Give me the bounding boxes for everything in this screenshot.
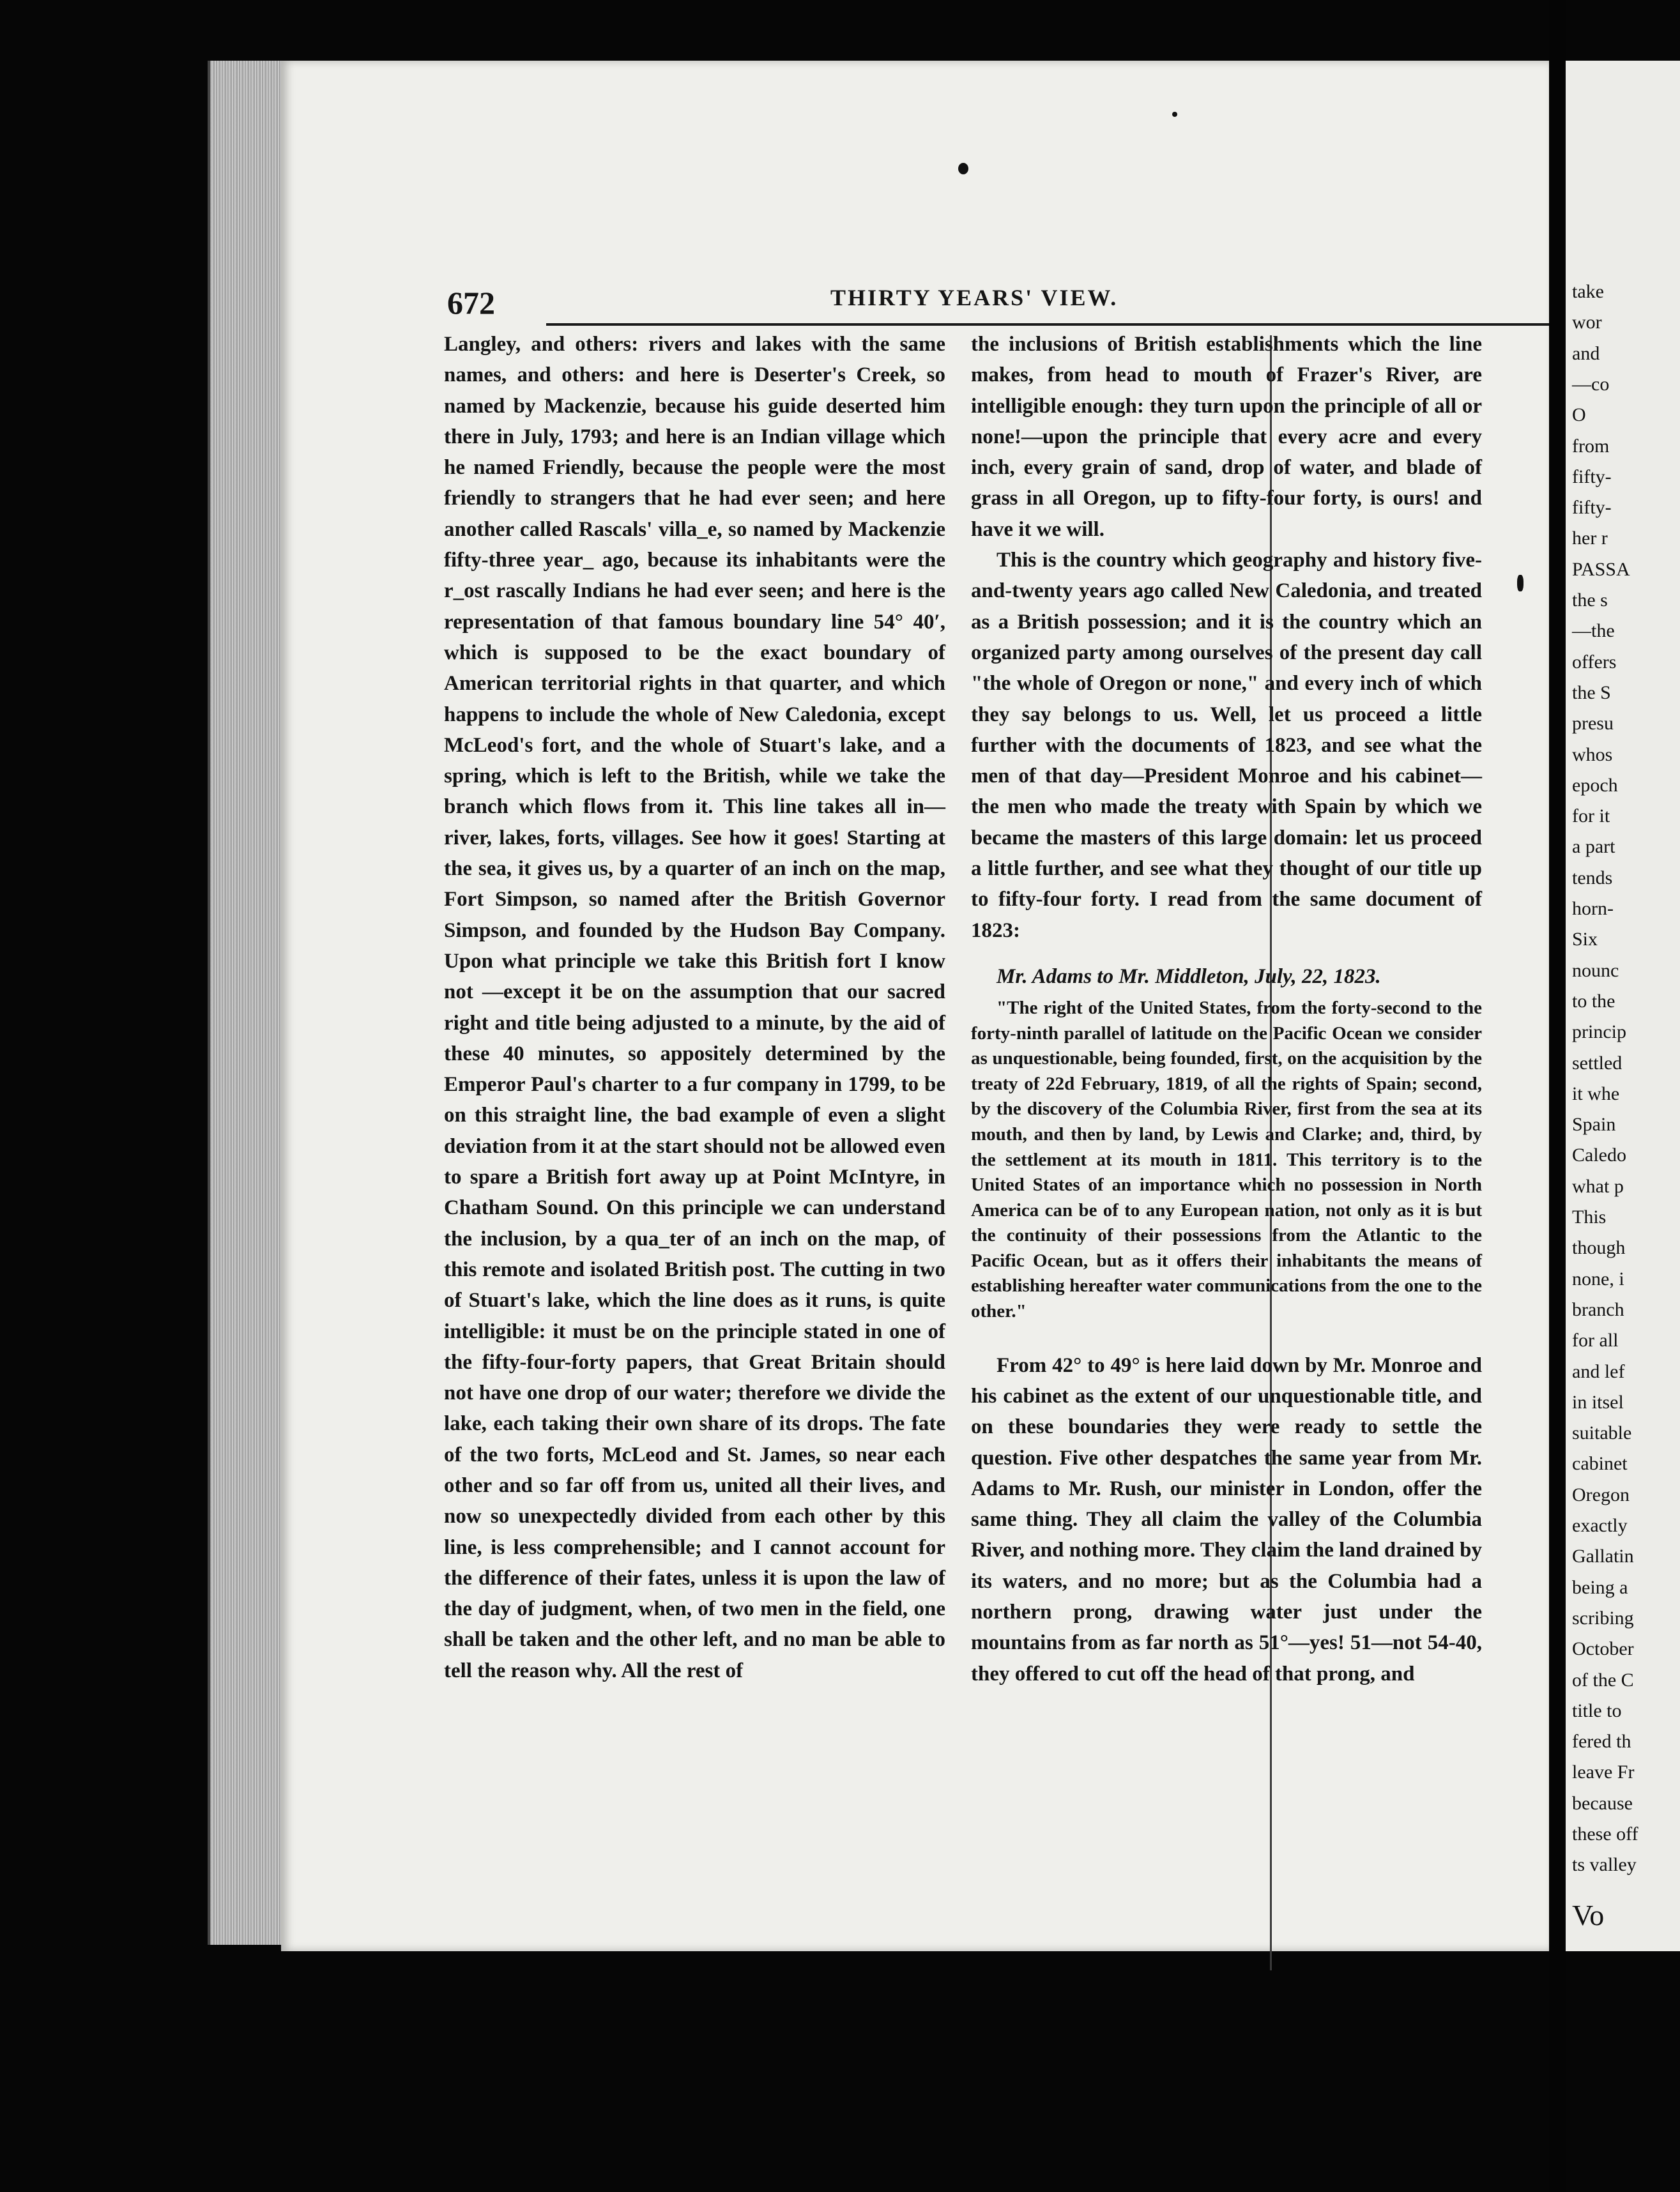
left-paragraph-1: Langley, and others: rivers and lakes with the same names, and others: and here is Deserter's Creek, so named by Mackenzie, because his guide deserted him there in July, 1793; and here is an Indian village which he named Friendly, because the people were the most friendly to strangers that he had ever seen; and here another called Rascals' villa_e, so named by Mackenzie fifty-three year_ ago, because its inhabitants were the r_ost rascally Indians he had ever seen; and here is the representation of that famous boundary line 54° 40′, which is supposed to be the exact boundary of American territorial rights in that quarter, and which happens to include the whole of New Caledonia, except McLeod's fort, and the whole of Stuart's lake, and a spring, which is left to the British, while we take the branch which flows from it. This line takes all in— river, lakes, forts, villages. See how it goes! Starting at the sea, it gives us, by a quarter of an inch on the map, Fort Simpson, so named after the British Governor Simpson, and founded by the Hudson Bay Company. Upon what principle we take this British fort I know not —except it be on the assumption that our sacred right and title being adjusted to a minute, by the aid of these 40 minutes, so appositely determined by the Emperor Paul's charter to a fur company in 1799, to be on this straight line, the bad example of even a slight deviation from it at the start should not be allowed even to spare a British fort away up at Point McIntyre, in Chatham Sound. On this principle we can understand the inclusion, by a qua_ter of an inch on the map, of this remote and isolated British post. The cutting in two of Stuart's lake, which the line does as it runs, is quite intelligible: it must be on the principle stated in one of the fifty-four-forty papers, that Great Britain should not have one drop of our water; therefore we divide the lake, each taking their own share of its drops. The fate of the two forts, McLeod and St. James, so near each other and so far off from us, united all their lives, and now so unexpectedly divided from each other by this line, is less comprehensible; and I cannot account for the difference of their fates, unless it is upon the law of the day of judgment, when, of two men in the field, one shall be taken and the other left, and no man be able to tell the reason why. All the rest of (444, 333, 945, 1682)
facing-page-line: epoch (1572, 774, 1618, 796)
facing-page-line: scribing (1572, 1607, 1634, 1629)
facing-page-line: Vo (1572, 1898, 1605, 1931)
facing-page-line: fifty- (1572, 466, 1612, 487)
facing-page-line: leave Fr (1572, 1762, 1635, 1783)
facing-page-line: her r (1572, 528, 1608, 549)
facing-page-line: O (1572, 404, 1586, 426)
right-paragraph-1: the inclusions of British establishments which the line makes, from head to mouth of Frazer's River, are intelligible enough: they turn upon the principle of all or none!—upon the principle that every acre and every inch, every grain of sand, drop of water, and blade of grass in all Oregon, up to fifty-four forty, is ours! and have it we will. (971, 333, 1482, 541)
facing-page-line: from (1572, 435, 1610, 457)
facing-page-line: —co (1572, 373, 1610, 395)
page-gutter (1549, 0, 1566, 2192)
facing-page-line: in itsel (1572, 1391, 1624, 1413)
book-page-edges (208, 61, 287, 1945)
facing-page-line: Spain (1572, 1114, 1616, 1136)
left-column (444, 329, 945, 1686)
facing-page-line: fifty- (1572, 497, 1612, 519)
facing-page-line: none, i (1572, 1268, 1624, 1290)
facing-page-line: Six (1572, 929, 1598, 950)
facing-page-line: though (1572, 1237, 1626, 1259)
facing-page-line: offers (1572, 651, 1617, 673)
facing-page-line: Caledo (1572, 1145, 1626, 1166)
facing-page-line: This (1572, 1206, 1607, 1228)
letter-heading: Mr. Adams to Mr. Middleton, July, 22, 1823. (997, 964, 1381, 988)
facing-page-line: a part (1572, 836, 1615, 858)
facing-page-line: wor (1572, 312, 1602, 333)
running-title: THIRTY YEARS' VIEW. (830, 285, 1119, 310)
right-paragraph-3: From 42° to 49° is here laid down by Mr. Monroe and his cabinet as the extent of our unquestionable title, and on these boundaries they were ready to settle the question. Five other despatches the same year from Mr. Adams to Mr. Rush, our minister in London, offer the same thing. They all claim the valley of the Columbia River, and nothing more. They claim the land drained by its waters, and no more; but as the Columbia had a northern prong, drawing water just under the mountains from as far north as 51°—yes! 51—not 54-40, they offered to cut off the head of that prong, and (971, 1353, 1482, 1686)
facing-page-line: of the C (1572, 1669, 1634, 1691)
facing-page-line: for all (1572, 1330, 1619, 1351)
facing-page-line: suitable (1572, 1422, 1632, 1444)
facing-page-line: princip (1572, 1021, 1626, 1043)
facing-page-line: cabinet (1572, 1453, 1628, 1475)
facing-page-line: fered th (1572, 1731, 1631, 1753)
facing-page-line: the s (1572, 590, 1608, 611)
header-rule (546, 323, 1680, 326)
facing-page-line: presu (1572, 713, 1614, 734)
facing-page-line: for it (1572, 805, 1610, 827)
facing-page-line: to the (1572, 990, 1615, 1012)
right-paragraph-2: This is the country which geography and history five-and-twenty years ago called New Caledonia, and treated as a British possession; and it is the country which an organized party among ourselves of the present day call "the whole of Oregon or none," and every inch of which they say belongs to us. Well, let us proceed a little further with the documents of 1823, and see what the men of that day—President Monroe and his cabinet—the men who made the treaty with Spain by which we became the masters of this large domain: let us proceed a little further, and see what they thought of our title up to fifty-four forty. I read from the same document of 1823: (971, 549, 1482, 942)
right-column (971, 329, 1482, 1689)
facing-page-fragment (1566, 61, 1680, 1951)
facing-page-line: and (1572, 342, 1600, 364)
letter-quotation: "The right of the United States, from the forty-second to the forty-ninth parallel of latitude on the Pacific Ocean we consider as unquestionable, being founded, first, on the acquisition by the treaty of 22d February, 1819, of all the rights of Spain; second, by the discovery of the Columbia River, first from the sea at its mouth, and then by land, by Lewis and Clarke; and, third, by the settlement at its mouth in 1811. This territory is to the United States of an importance which no possession in North America can be of to any European nation, not only as it is but the continuity of their possessions from the Atlantic to the Pacific Ocean, but as it offers their inhabitants the means of establishing hereafter water communications from the one to the other." (971, 997, 1482, 1322)
facing-page-line: October (1572, 1638, 1634, 1660)
facing-page-line: whos (1572, 743, 1613, 765)
facing-page-line: horn- (1572, 898, 1614, 919)
facing-page-line: Gallatin (1572, 1546, 1634, 1567)
facing-page-line: take (1572, 281, 1604, 302)
facing-page-line: Oregon (1572, 1484, 1630, 1505)
book-page (281, 61, 1549, 1951)
ink-speck (958, 163, 968, 174)
facing-page-line: exactly (1572, 1515, 1628, 1536)
facing-page-line: the S (1572, 681, 1611, 703)
facing-page-line: settled (1572, 1052, 1623, 1074)
ink-speck (1172, 112, 1177, 117)
facing-page-line: tends (1572, 867, 1613, 888)
facing-page-line: these off (1572, 1823, 1638, 1845)
facing-page-line: title to (1572, 1700, 1622, 1721)
facing-page-line: PASSA (1572, 558, 1630, 580)
facing-page-line: and lef (1572, 1360, 1625, 1382)
facing-page-line: branch (1572, 1298, 1624, 1320)
facing-page-line: because (1572, 1792, 1633, 1814)
ink-speck (1517, 575, 1523, 591)
facing-page-line: ts valley (1572, 1854, 1637, 1876)
facing-page-line: being a (1572, 1576, 1628, 1598)
facing-page-line: what p (1572, 1175, 1624, 1197)
page-number: 672 (447, 285, 495, 321)
facing-page-line: it whe (1572, 1083, 1620, 1104)
facing-page-line: —the (1572, 620, 1615, 642)
facing-page-line: nounc (1572, 959, 1619, 981)
